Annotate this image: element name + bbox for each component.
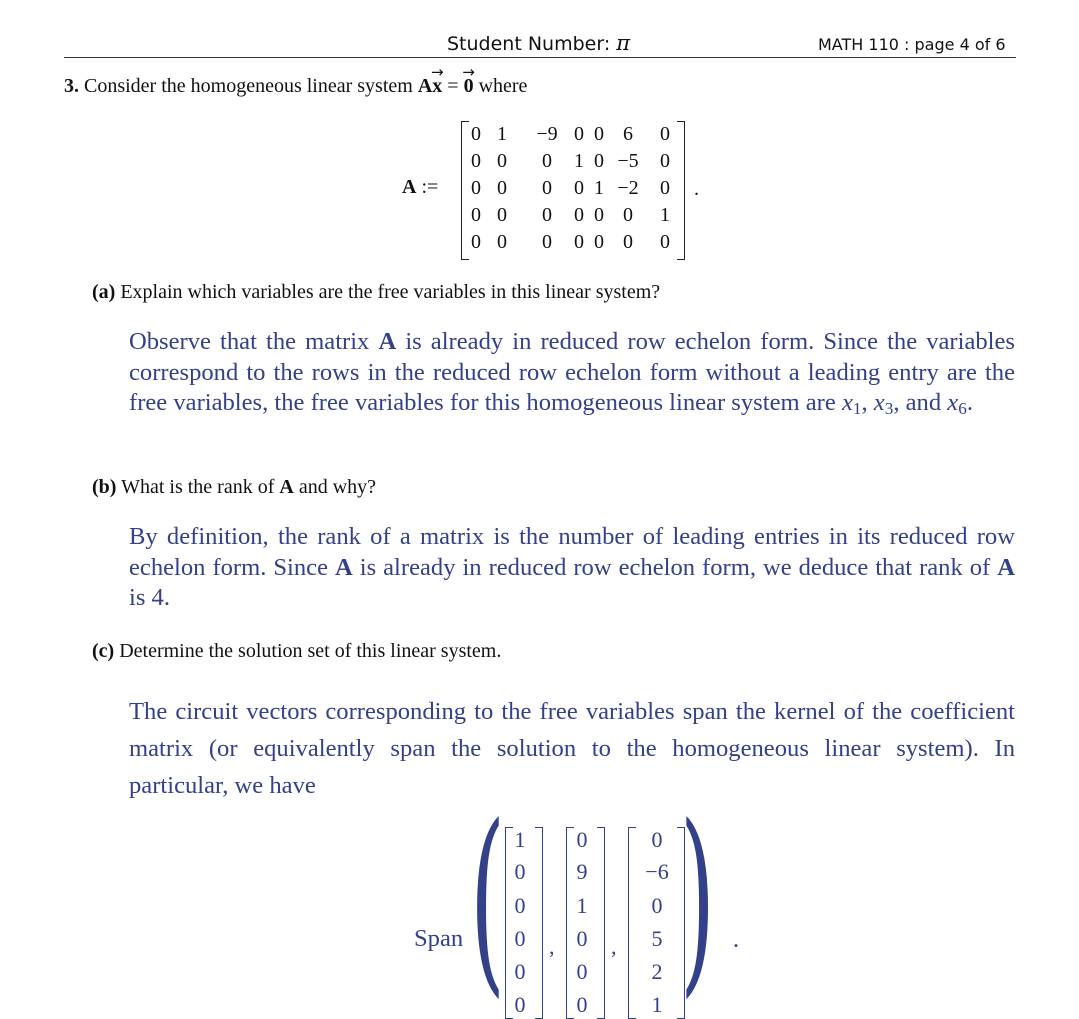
vector-2-entry-1: 0 — [576, 827, 588, 852]
vector-2-entry-5: 0 — [576, 959, 588, 984]
free-var-1-sub: 1 — [852, 398, 862, 418]
eq-vector-zero: → 0 — [464, 75, 474, 98]
part-c-label: (c) — [92, 640, 115, 662]
vector-2-right-bracket — [597, 827, 605, 1019]
part-a-label: (a) — [92, 281, 116, 303]
matrix-cell-r3-c7: 0 — [660, 177, 670, 199]
vector-3-entry-4: 5 — [651, 926, 663, 951]
matrix-cell-r5-c7: 0 — [660, 231, 670, 253]
matrix-cell-r1-c7: 0 — [660, 123, 670, 145]
vector-1-entry-5: 0 — [514, 959, 526, 984]
vector-3-entry-2: −6 — [645, 859, 669, 884]
vector-comma-1: , — [549, 934, 555, 959]
matrix-cell-r2-c7: 0 — [660, 150, 670, 172]
span-period: . — [733, 927, 739, 953]
free-var-3: x — [947, 389, 959, 416]
vector-1-left-bracket — [505, 827, 513, 1019]
part-b-answer-matrix-2: A — [997, 553, 1015, 581]
matrix-cell-r2-c5: 0 — [594, 150, 604, 172]
part-a-question — [92, 281, 660, 304]
matrix-cell-r4-c5: 0 — [594, 204, 604, 226]
problem-statement — [64, 75, 527, 98]
span-right-paren: ) — [680, 783, 716, 1016]
matrix-assign: := — [421, 176, 439, 198]
vector-2-left-bracket — [566, 827, 574, 1019]
vector-1-entry-4: 0 — [514, 926, 526, 951]
part-a-answer: Observe that the matrix A is already in reduced row echelon form. Since the variables correspond to the rows in the reduced row echelon form without a leading entry are the free variables, the free variables for this homogeneous linear system are x1, x3, and x6. — [129, 328, 1015, 418]
student-number-value: π — [616, 31, 631, 55]
student-number-label: Student Number: — [447, 33, 611, 55]
matrix-cell-r1-c1: 0 — [471, 123, 481, 145]
course-page-info — [818, 35, 1006, 54]
free-var-and: and — [905, 389, 942, 416]
part-c-question-text: Determine the solution set of this linear system. — [119, 640, 502, 662]
matrix-cell-r5-c4: 0 — [574, 231, 584, 253]
vector-2-entry-6: 0 — [576, 992, 588, 1017]
matrix-definition-label — [402, 176, 438, 199]
matrix-cell-r2-c2: 0 — [497, 150, 507, 172]
matrix-cell-r3-c3: 0 — [542, 177, 552, 199]
part-a-period: . — [966, 389, 973, 416]
part-b-question-text-1: What is the rank of — [121, 476, 275, 498]
vector-1-entry-3: 0 — [514, 893, 526, 918]
matrix-label: A — [402, 176, 417, 198]
vector-1-entry-2: 0 — [514, 859, 526, 884]
part-b-answer-matrix-1: A — [335, 553, 353, 581]
matrix-cell-r1-c5: 0 — [594, 123, 604, 145]
matrix-cell-r4-c4: 0 — [574, 204, 584, 226]
matrix-cell-r1-c3: −9 — [536, 123, 558, 145]
page-indicator: page 4 of 6 — [914, 35, 1006, 54]
part-a-answer-text-2: is already in reduced row echelon form. Since the variables correspond to the rows in the reduced row echelon form without a leading entry are the free variables, the free variables for this homogeneous linear system are — [129, 328, 1015, 416]
matrix-cell-r4-c1: 0 — [471, 204, 481, 226]
problem-intro: Consider the homogeneous linear system — [84, 75, 413, 97]
eq-matrix-A: A — [417, 75, 433, 97]
matrix-cell-r1-c6: 6 — [623, 123, 633, 145]
vector-3-entry-5: 2 — [651, 959, 663, 984]
free-var-1: x — [841, 389, 853, 416]
student-number — [447, 31, 630, 55]
matrix-cell-r2-c1: 0 — [471, 150, 481, 172]
free-var-3-sub: 6 — [958, 398, 967, 418]
eq-vector-x: → x — [432, 75, 442, 98]
matrix-cell-r2-c3: 0 — [542, 150, 552, 172]
matrix-cell-r3-c5: 1 — [594, 177, 604, 199]
part-a-answer-text-1: Observe that the matrix — [129, 328, 370, 355]
free-var-2-sub: 3 — [884, 398, 894, 418]
vector-3-entry-1: 0 — [651, 827, 663, 852]
matrix-cell-r2-c4: 1 — [574, 150, 584, 172]
matrix-cell-r1-c4: 0 — [574, 123, 584, 145]
matrix-cell-r5-c6: 0 — [623, 231, 633, 253]
matrix-cell-r3-c4: 0 — [574, 177, 584, 199]
vector-1-entry-6: 0 — [514, 992, 526, 1017]
part-b-question — [92, 476, 376, 499]
matrix-cell-r4-c7: 1 — [660, 204, 670, 226]
matrix-cell-r5-c5: 0 — [594, 231, 604, 253]
matrix-cell-r5-c1: 0 — [471, 231, 481, 253]
matrix-period: . — [694, 178, 699, 200]
part-c-answer: The circuit vectors corresponding to the free variables span the kernel of the coefficient matrix (or equivalently span the solution to the homogeneous linear system). In particular, we have — [129, 698, 1015, 799]
matrix-cell-r5-c3: 0 — [542, 231, 552, 253]
vector-3-entry-3: 0 — [651, 893, 663, 918]
part-b-question-text-2: and why? — [298, 476, 377, 498]
matrix-cell-r4-c6: 0 — [623, 204, 633, 226]
course-code: MATH 110 — [818, 35, 899, 54]
part-a-question-text: Explain which variables are the free variables in this linear system? — [120, 281, 661, 303]
matrix-cell-r1-c2: 1 — [497, 123, 507, 145]
span-label: Span — [414, 925, 464, 952]
part-b-question-matrix: A — [279, 476, 294, 498]
part-b-answer-text-2: is already in reduced row echelon form, we deduce that rank of — [359, 553, 991, 581]
vector-3-left-bracket — [628, 827, 636, 1019]
vector-2-entry-2: 9 — [576, 859, 588, 884]
vector-comma-2: , — [611, 934, 617, 959]
eq-equals: = — [447, 75, 459, 97]
course-separator: : — [904, 35, 910, 54]
part-b-answer — [129, 522, 1015, 614]
part-b-answer-text-1: By definition, the rank of a matrix is the number of leading entries in its reduced row echelon form. Since — [129, 523, 1015, 581]
matrix-cell-r3-c2: 0 — [497, 177, 507, 199]
matrix-cell-r4-c3: 0 — [542, 204, 552, 226]
vector-1-entry-1: 1 — [514, 827, 526, 852]
problem-number: 3. — [64, 75, 79, 97]
vector-1-right-bracket — [535, 827, 543, 1019]
matrix-cell-r2-c6: −5 — [617, 150, 639, 172]
vector-3-right-bracket — [677, 827, 685, 1019]
span-left-paren: ( — [470, 783, 506, 1016]
matrix-cell-r5-c2: 0 — [497, 231, 507, 253]
part-b-answer-text-3: is 4. — [129, 584, 170, 611]
vector-2-entry-4: 0 — [576, 926, 588, 951]
part-a-answer-matrix: A — [378, 328, 397, 355]
header-rule — [64, 57, 1016, 58]
vector-2-entry-3: 1 — [576, 893, 588, 918]
free-var-2: x — [873, 389, 885, 416]
part-b-label: (b) — [92, 476, 117, 498]
vector-3-entry-6: 1 — [651, 992, 663, 1017]
matrix-cell-r3-c1: 0 — [471, 177, 481, 199]
problem-intro-end: where — [478, 75, 528, 97]
matrix-cell-r3-c6: −2 — [617, 177, 639, 199]
part-c-question — [92, 640, 501, 663]
matrix-cell-r4-c2: 0 — [497, 204, 507, 226]
